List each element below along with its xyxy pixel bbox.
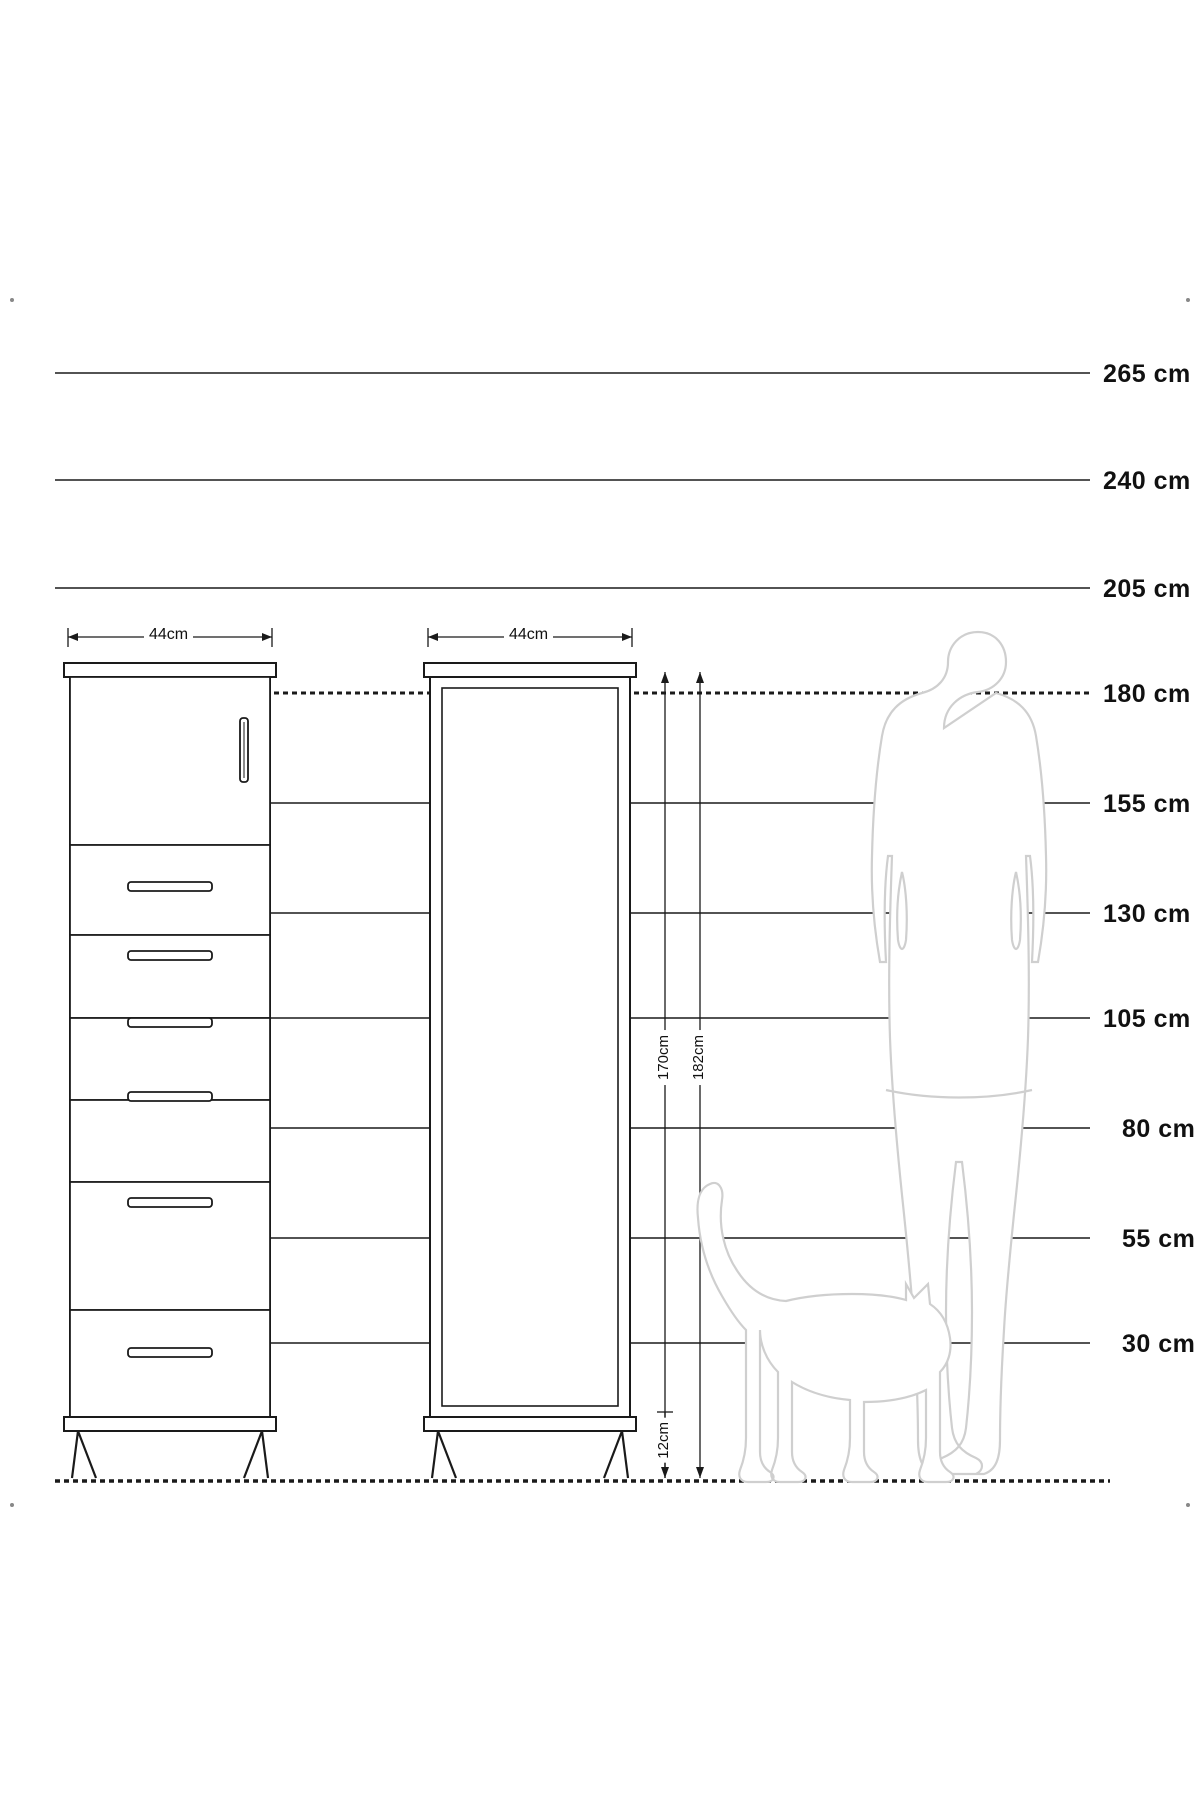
scale-label-80: 80 cm bbox=[1122, 1115, 1196, 1143]
scale-label-130: 130 cm bbox=[1103, 900, 1191, 928]
scale-label-55: 55 cm bbox=[1122, 1225, 1196, 1253]
scale-label-105: 105 cm bbox=[1103, 1005, 1191, 1033]
scale-label-30: 30 cm bbox=[1122, 1330, 1196, 1358]
scale-label-180: 180 cm bbox=[1103, 680, 1191, 708]
scale-label-205: 205 cm bbox=[1103, 575, 1191, 603]
tall-cabinet-with-drawers[interactable] bbox=[64, 663, 276, 1478]
scale-label-240: 240 cm bbox=[1103, 467, 1191, 495]
height-label-182: 182cm bbox=[690, 1030, 707, 1085]
tall-mirror-cabinet[interactable] bbox=[424, 663, 636, 1478]
scale-label-265: 265 cm bbox=[1103, 360, 1191, 388]
height-label-12: 12cm bbox=[655, 1418, 672, 1463]
scale-label-155: 155 cm bbox=[1103, 790, 1191, 818]
height-label-170: 170cm bbox=[655, 1030, 672, 1085]
width-label-left: 44cm bbox=[144, 626, 193, 644]
width-label-right: 44cm bbox=[504, 626, 553, 644]
